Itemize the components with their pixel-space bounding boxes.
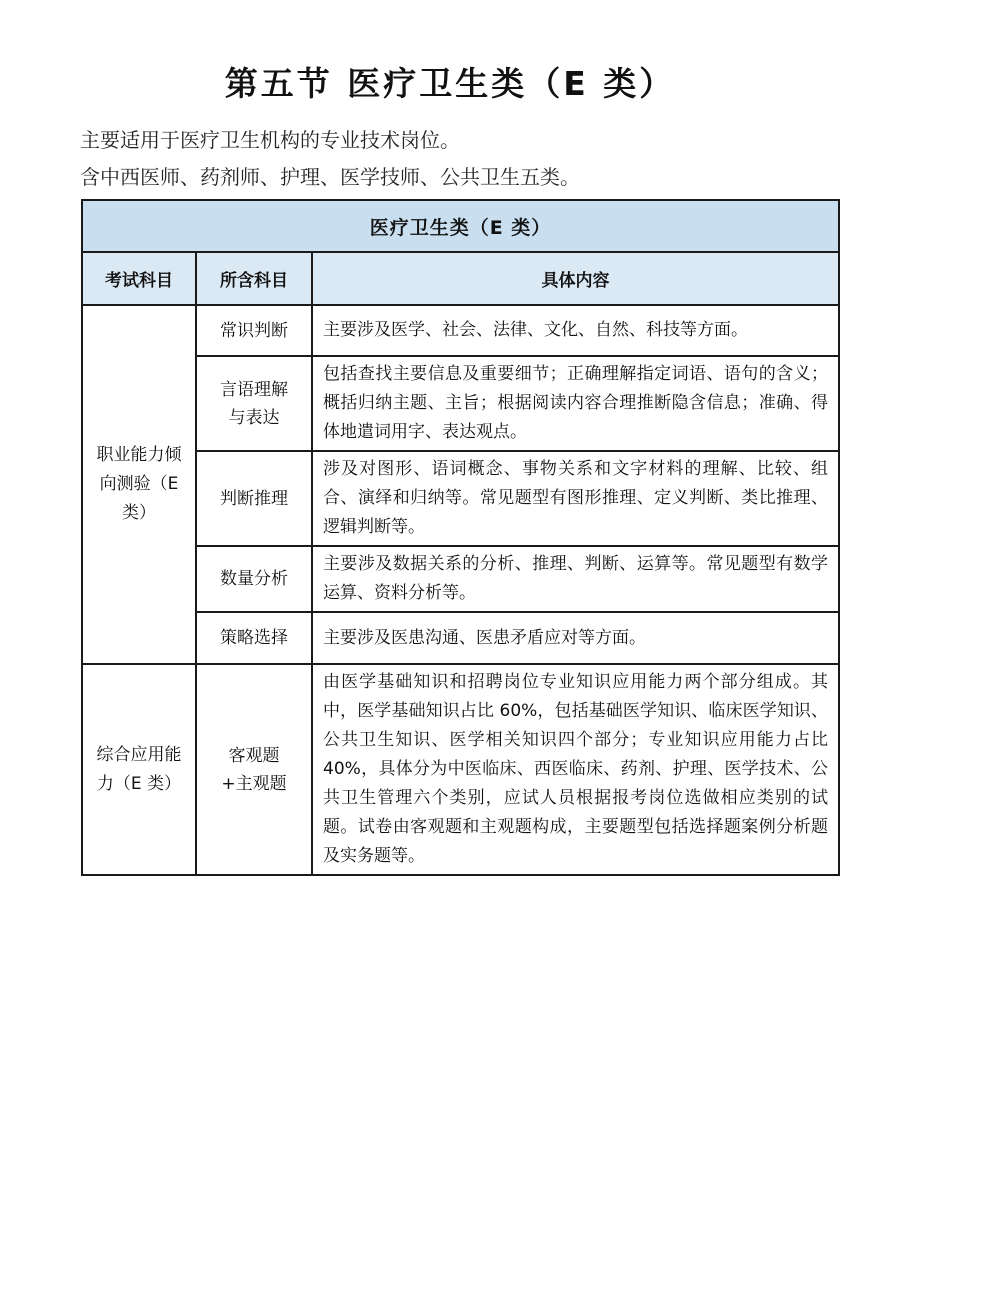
table-header-row xyxy=(82,252,839,305)
content-cell: 主要涉及数据关系的分析、推理、判断、运算等。常见题型有数学运算、资料分析等。 xyxy=(312,546,839,612)
table-row xyxy=(82,612,839,664)
subject-cell: 数量分析 xyxy=(196,546,312,612)
subject-cell: 常识判断 xyxy=(196,305,312,356)
table-row xyxy=(82,664,839,875)
subject-cell: 判断推理 xyxy=(196,451,312,546)
intro-line-2: 含中西医师、药剂师、护理、医学技师、公共卫生五类。 xyxy=(80,165,580,189)
header-content: 具体内容 xyxy=(312,252,839,305)
table-caption-row xyxy=(82,200,839,252)
subject-label: 客观题+主观题 xyxy=(221,745,287,794)
table-row xyxy=(82,546,839,612)
subject-cell xyxy=(196,664,312,875)
table-row xyxy=(82,451,839,546)
header-included-subjects: 所含科目 xyxy=(196,252,312,305)
category-cell xyxy=(82,305,196,664)
content-cell: 涉及对图形、语词概念、事物关系和文字材料的理解、比较、组合、演绎和归纳等。常见题型有图形推理、定义判断、类比推理、逻辑判断等。 xyxy=(312,451,839,546)
table-row xyxy=(82,356,839,451)
exam-table xyxy=(81,199,840,876)
content-cell: 包括查找主要信息及重要细节；正确理解指定词语、语句的含义；概括归纳主题、主旨；根据阅读内容合理推断隐含信息；准确、得体地遣词用字、表达观点。 xyxy=(312,356,839,451)
table-row xyxy=(82,305,839,356)
category-cell xyxy=(82,664,196,875)
page-title: 第五节 医疗卫生类（E 类） xyxy=(224,64,676,103)
table-caption: 医疗卫生类（E 类） xyxy=(82,200,839,252)
category-label: 综合应用能力（E 类） xyxy=(96,744,182,794)
content-cell: 由医学基础知识和招聘岗位专业知识应用能力两个部分组成。其中，医学基础知识占比 60%，包括基础医学知识、临床医学知识、公共卫生知识、医学相关知识四个部分；专业知识应用能力占比 40%，具体分为中医临床、西医临床、药剂、护理、医学技术、公共卫生管理六个类别，应试人员根据报考岗位选做相应类别的试题。试卷由客观题和主观题构成，主要题型包括选择题案例分析题及实务题等。 xyxy=(312,664,839,875)
subject-cell xyxy=(196,356,312,451)
intro-line-1: 主要适用于医疗卫生机构的专业技术岗位。 xyxy=(80,128,460,152)
category-label: 职业能力倾向测验（E 类） xyxy=(96,445,182,523)
content-cell: 主要涉及医患沟通、医患矛盾应对等方面。 xyxy=(312,612,839,664)
header-exam-subject: 考试科目 xyxy=(82,252,196,305)
subject-label: 言语理解与表达 xyxy=(220,379,288,428)
content-cell: 主要涉及医学、社会、法律、文化、自然、科技等方面。 xyxy=(312,305,839,356)
subject-cell: 策略选择 xyxy=(196,612,312,664)
